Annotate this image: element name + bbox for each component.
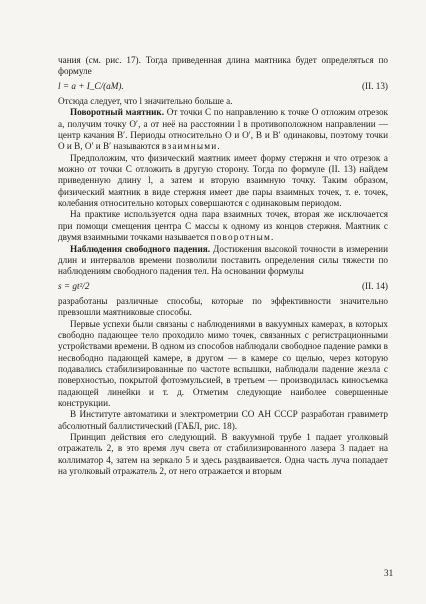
paragraph-methods: разработаны различные способы, которые по эффективности значительно превзошли маятниковые способы. [58, 295, 388, 318]
paragraph-practice [58, 209, 388, 243]
section-heading: Наблюдения свободного падения. [70, 243, 211, 254]
formula-number: (II. 13) [361, 80, 388, 91]
paragraph-body: Достижения высокой точности в измерении длин и интервалов времени позволили поставить определения силы тяжести по наблюдениям свободного падения тел. На основании формулы [58, 243, 389, 277]
paragraph-body: На практике используется одна пара взаимных точек, вторая же исключается при помощи смещения центра C массы к одному из концов стержня. Маятник с двумя взаимными точками называется [58, 209, 388, 243]
paragraph-rod-shape: Предположим, что физический маятник имеет форму стержня и что отрезок a можно от точки C отложить в другую сторону. Тогда по формуле (II. 13) найдем приведенную длину l, а затем и вторую взаимную точку. Таким образом, физический маятник в виде стержня имеет две пары взаимных точек, т. е. точек, колебания относительно которых совершаются с одинаковым периодом. [58, 152, 388, 209]
paragraph-body: От точки C по направлению к точке O отложим отрезок a, получим точку O′, а от неё на расстоянии l в противоположном направлении — центр качания B′. Периоды относительно O и O′, B и B′ одинаковы, поэтому точки O и B, O′ и B′ называются [58, 107, 388, 152]
paragraph-conclusion: Отсюда следует, что l значительно больше a. [58, 96, 233, 107]
paragraph-vacuum: Первые успехи были связаны с наблюдениями в вакуумных камерах, в которых свободно падающее тело проходило мимо точек, связанных с регистрационными устройствами времени. В одном из способов наблюдали свободное падение рамки в несвободно падающей камере, в другом — в камере со щелью, через которую подавались стабилизированные по частоте вспышки, наблюдали падение жезла с поверхностью, покрытой фотоэмульсией, в третьем — производилась киносъемка падающей линейки и т. д. Отметим следующие наиболее совершенные конструкции. [58, 318, 388, 408]
formula-reduced-length [58, 81, 388, 92]
formula-expression: l = a + I_C/(aM). [58, 80, 124, 91]
formula-expression: s = gt²/2 [58, 280, 90, 291]
formula-free-fall [58, 281, 388, 292]
paragraph-principle: Принцип действия его следующий. В вакуумной трубе 1 падает уголковый отражатель 2, в это время луч света от стабилизированного лазера 3 падает на коллиматор 4, затем на зеркало 5 и здесь раздваивается. Одна часть луча попадает на уголковый отражатель 2, от него отражается и вторым [58, 432, 388, 477]
section-heading: Поворотный маятник. [70, 107, 164, 118]
page-number: 31 [384, 568, 394, 578]
paragraph-continuation: чания (см. рис. 17). Тогда приведенная длина маятника будет определяться по формуле [58, 55, 388, 77]
body-text [58, 55, 388, 477]
spaced-term: поворотным. [210, 232, 275, 243]
spaced-term: взаимными. [162, 141, 221, 152]
paragraph-reversible-pendulum [58, 107, 388, 152]
paragraph-institute: В Институте автоматики и электрометрии СО АН СССР разработан гравиметр абсолютный баллистический (ГАБЛ, рис. 18). [58, 409, 388, 431]
paragraph-free-fall [58, 244, 388, 278]
formula-number: (II. 14) [361, 280, 388, 291]
